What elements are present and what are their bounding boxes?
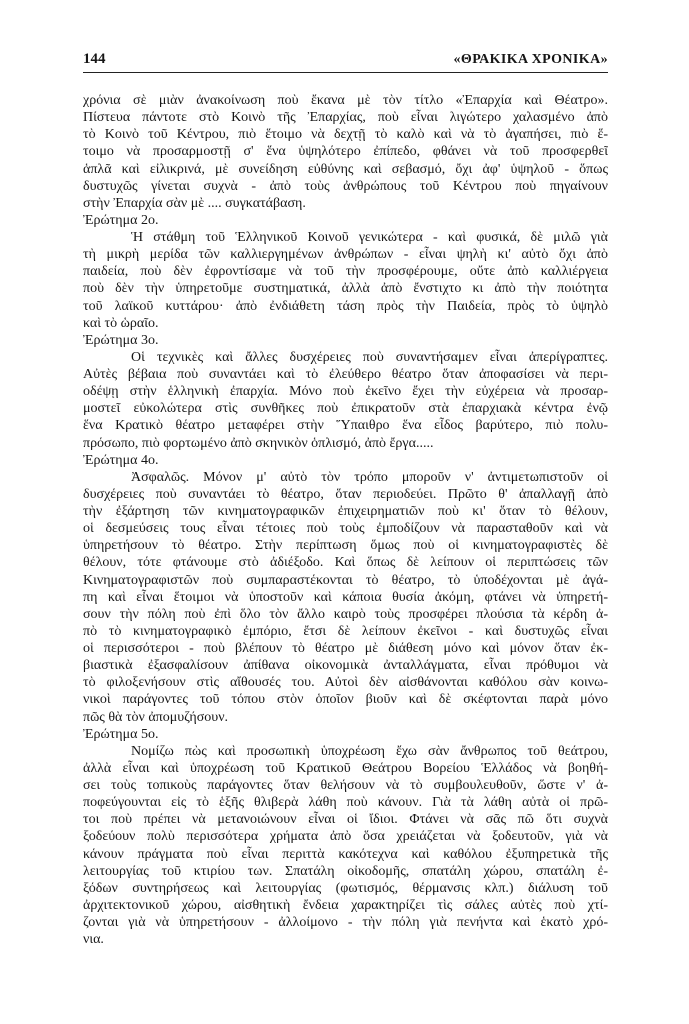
text-line: πὸ τὸ κινηματογραφικὸ ἐμπόριο, ἔτσι δὲ λείπουν ἐκεῖνοι - καὶ δυστυχῶς εἶναι (83, 623, 608, 639)
text-line: τὴ μικρὴ μερίδα τῶν καλλιεργημένων ἀνθρώπων - εἶναι ψηλὴ κι' αὐτὸ ὄχι ἀπὸ (83, 247, 608, 263)
text-line: ζονται γιὰ νὰ ὑπηρετήσουν - ἀλλοίμονο - τὴν πόλη γιὰ πενήντα καὶ ἑκατὸ χρό- (83, 915, 608, 930)
text-line: Ἀσφαλῶς. Μόνον μ' αὐτὸ τὸν τρόπο μποροῦν ν' ἀντιμετωπιστοῦν οἱ (131, 469, 608, 485)
question-heading: Ἐρώτημα 5ο. (83, 726, 159, 742)
text-line: παιδεία, ποὺ δὲν ἐφροντίσαμε νὰ τοῦ τὴν προσφέρουμε, οὔτε ἀπὸ καλλιέργεια (83, 264, 608, 280)
text-line: ὑπηρετήσουν τὸ θέατρο. Στὴν περίπτωση ὅμως ποὺ οἱ κινηματογραφιστὲς δὲ (83, 538, 608, 554)
text-line: λειτουργίας τοῦ κτιρίου των. Σπατάλη οἰκοδομῆς, σπατάλη χώρου, σπατάλη ἐ- (83, 863, 608, 879)
running-title: «ΘΡΑΚΙΚΑ ΧΡΟΝΙΚΑ» (453, 52, 608, 67)
text-line: τοιμο νὰ προσαρμοστῇ σ' ἕνα ὑψηλότερο ἐπίπεδο, φθάνει νὰ τοῦ προσφερθεῖ (83, 144, 608, 160)
page-number: 144 (83, 51, 106, 67)
text-line: ποφεύγουνται εἰς τὸ ἑξῆς θλιβερὰ λάθη ποὺ κάνουν. Γιὰ τὰ λάθη αὐτὰ οἱ πρῶ- (83, 795, 608, 811)
text-line: χρόνια σὲ μιὰν ἀνακοίνωση ποὺ ἔκανα μὲ τὸν τίτλο «Ἐπαρχία καὶ Θέατρο». (83, 93, 608, 108)
text-line: ξόδων συντηρήσεως καὶ λειτουργίας (φωτισμός, θέρμανσις κλπ.) διάλυση τοῦ (83, 880, 608, 896)
text-line: τὸ φιλοξενήσουν στὶς αἴθουσές του. Αὐτοὶ δὲν αἰσθάνονται καθόλου σὰν κοινω- (83, 675, 608, 691)
text-line: δυσχέρειες ποὺ συναντάει τὸ θέατρο, ὅταν περιοδεύει. Πρῶτο θ' ἀπαλλαγῇ ἀπὸ (83, 486, 608, 502)
header-rule (83, 72, 608, 73)
text-line: Αὐτὲς βέβαια ποὺ συναντάει καὶ τὸ ἐλεύθερο θέατρο ὅταν ἀποφασίσει νὰ περι- (83, 367, 608, 382)
text-line: ἕνα Κρατικὸ θέατρο μεταφέρει στὴν Ὕπαιθρο ἕνα εἶδος βαρύτερο, πιὸ πολυ- (83, 418, 608, 434)
text-line: πρόσωπο, πιὸ φορτωμένο ἀπὸ σκηνικὸν ὁπλισμό, ἀπὸ ἔργα..... (83, 435, 434, 451)
text-line: τὴν ἐξάρτηση τῶν κινηματογραφικῶν ἐπιχειρηματιῶν ποὺ κι' ὅταν τὸ θέλουν, (83, 504, 608, 519)
text-line: κάνουν πράγματα ποὺ εἶναι περιττὰ κακότεχνα καὶ καθόλου ἐξυπηρετικὰ τῆς (83, 846, 608, 862)
text-line: ἀλλὰ εἶναι καὶ ὑποχρέωση τοῦ Κρατικοῦ Θεάτρου Βορείου Ἑλλάδος νὰ βοηθή- (83, 760, 608, 776)
text-line: ἀρχιτεκτονικοῦ χώρου, αἰσθητικὴ ἔνδεια χαρακτηρίζει τὶς σάλες αὐτὲς ποὺ χτί- (83, 897, 608, 913)
body-text (83, 92, 608, 948)
text-line: τὸ Κοινὸ τοῦ Κέντρου, πιὸ ἕτοιμο νὰ δεχτῇ τὸ καλὸ καὶ νὰ τὸ ἀγαπήσει, πιὸ ἕ- (83, 127, 608, 143)
text-line: νικοὶ παράγοντες τοῦ τόπου στὸν ὁποῖον βιοῦν καὶ δὲ σκέφτονται παρὰ μόνο (83, 692, 608, 708)
text-line: οδέψῃ στὴν ἑλληνικὴ ἐπαρχία. Μόνο ποὺ ἐκεῖνο ἔχει τὴν εὐχέρεια νὰ προσαρ- (83, 384, 608, 400)
text-line: πῶς θὰ τὸν ἀπομυζήσουν. (83, 709, 229, 725)
text-line: οἱ περισσότεροι - ποὺ βλέπουν τὸ θέατρο μὲ διάθεση μόνο καὶ μόνον ὅταν ἐκ- (83, 641, 608, 656)
question-heading: Ἐρώτημα 3ο. (83, 332, 159, 348)
text-line: μοστεῖ εὐκολώτερα στὶς συνθῆκες ποὺ ἐπικρατοῦν στὰ ἐπαρχιακὰ κέντρα ἐνῷ (83, 401, 608, 417)
text-line: ξοδεύουν πολὺ περισσότερα χρήματα ἀπὸ ὅσα χρειάζεται νὰ ξοδευτοῦν, γιὰ νὰ (83, 829, 608, 845)
question-heading: Ἐρώτημα 2ο. (83, 212, 159, 228)
question-heading: Ἐρώτημα 4ο. (83, 452, 159, 468)
text-line: τοῦ λαϊκοῦ κυττάρου· ἀπὸ ἐνδιάθετη τάση πρὸς τὴν Παιδεία, πρὸς τὸ ὑψηλὸ (83, 298, 608, 314)
text-line: πη καὶ εἶναι ἕτοιμοι νὰ ὑποστοῦν καὶ κάποια θυσία ἀκόμη, φτάνει νὰ ὑπηρετή- (83, 589, 608, 605)
text-line: Νομίζω πὼς καὶ προσωπικὴ ὑποχρέωση ἔχω σὰν ἄνθρωπος τοῦ θεάτρου, (131, 743, 608, 759)
text-line: σει τοὺς τοπικοὺς παράγοντες ὅταν θελήσουν νὰ τὸ συμβουλευθοῦν, ὥστε ν' ἀ- (83, 778, 608, 793)
text-line: Κινηματογραφιστῶν ποὺ συμπαραστέκονται τὸ θέατρο, τὸ ὑποδέχονται μὲ ἀγά- (83, 572, 608, 588)
text-line: ποὺ δὲν τὴν ὑπηρετοῦμε συστηματικά, ἀλλὰ ἀπὸ ἔνστιχτο κι ἀπὸ τὴν ποιότητα (83, 281, 608, 297)
text-line: δυστυχῶς γίνεται συχνὰ - ἀπὸ τοὺς ἀνθρώπους τοῦ Κέντρου ποὺ πηγαίνουν (83, 178, 608, 194)
text-line: ἁπλᾶ καὶ εἰλικρινά, μὲ συνείδηση εὐθύνης καὶ σεβασμό, ὄχι ἀφ' ὑψηλοῦ - ὅπως (83, 161, 608, 177)
text-line: οἱ δεσμεύσεις τους εἶναι τέτοιες ποὺ τοὺς ἐμποδίζουν νὰ παρασταθοῦν καὶ νὰ (83, 521, 608, 537)
text-line: βιαστικὰ ἐξασφαλίσουν ἀπίθανα οἰκονομικὰ ἀνταλλάγματα, εἶναι πρόθυμοι νὰ (83, 658, 608, 674)
text-line: Ἡ στάθμη τοῦ Ἑλληνικοῦ Κοινοῦ γενικώτερα - καὶ φυσικά, δὲ μιλῶ γιὰ (131, 230, 608, 245)
text-line: νια. (83, 932, 104, 948)
text-line: Πίστευα πάντοτε στὸ Κοινὸ τῆς Ἐπαρχίας, ποὺ εἶναι λιγώτερο χαλασμένο ἀπὸ (83, 110, 608, 126)
text-line: καὶ τὸ ὡραῖο. (83, 315, 159, 331)
text-line: σουν τὴν πόλη ποὺ ἐπὶ ὅλο τὸν ἄλλο καιρὸ τοὺς προσφέρει πλούσια τὰ κέρδη ἀ- (83, 606, 608, 622)
text-line: τοι ποὺ πρέπει νὰ μετανοιώνουν εἶναι οἱ ἴδιοι. Φτάνει νὰ σᾶς πῶ ὅτι συχνὰ (83, 812, 608, 828)
text-line: στὴν Ἐπαρχία σὰν μὲ .... συγκατάβαση. (83, 195, 306, 211)
text-line: Οἱ τεχνικὲς καὶ ἄλλες δυσχέρειες ποὺ συναντήσαμεν εἶναι ἀπερίγραπτες. (131, 349, 608, 365)
text-line: θέλουν, τότε φτάνουμε στὸ ἀδιέξοδο. Καὶ ὅπως δὲ λείπουν οἱ περιπτώσεις τῶν (83, 555, 608, 571)
